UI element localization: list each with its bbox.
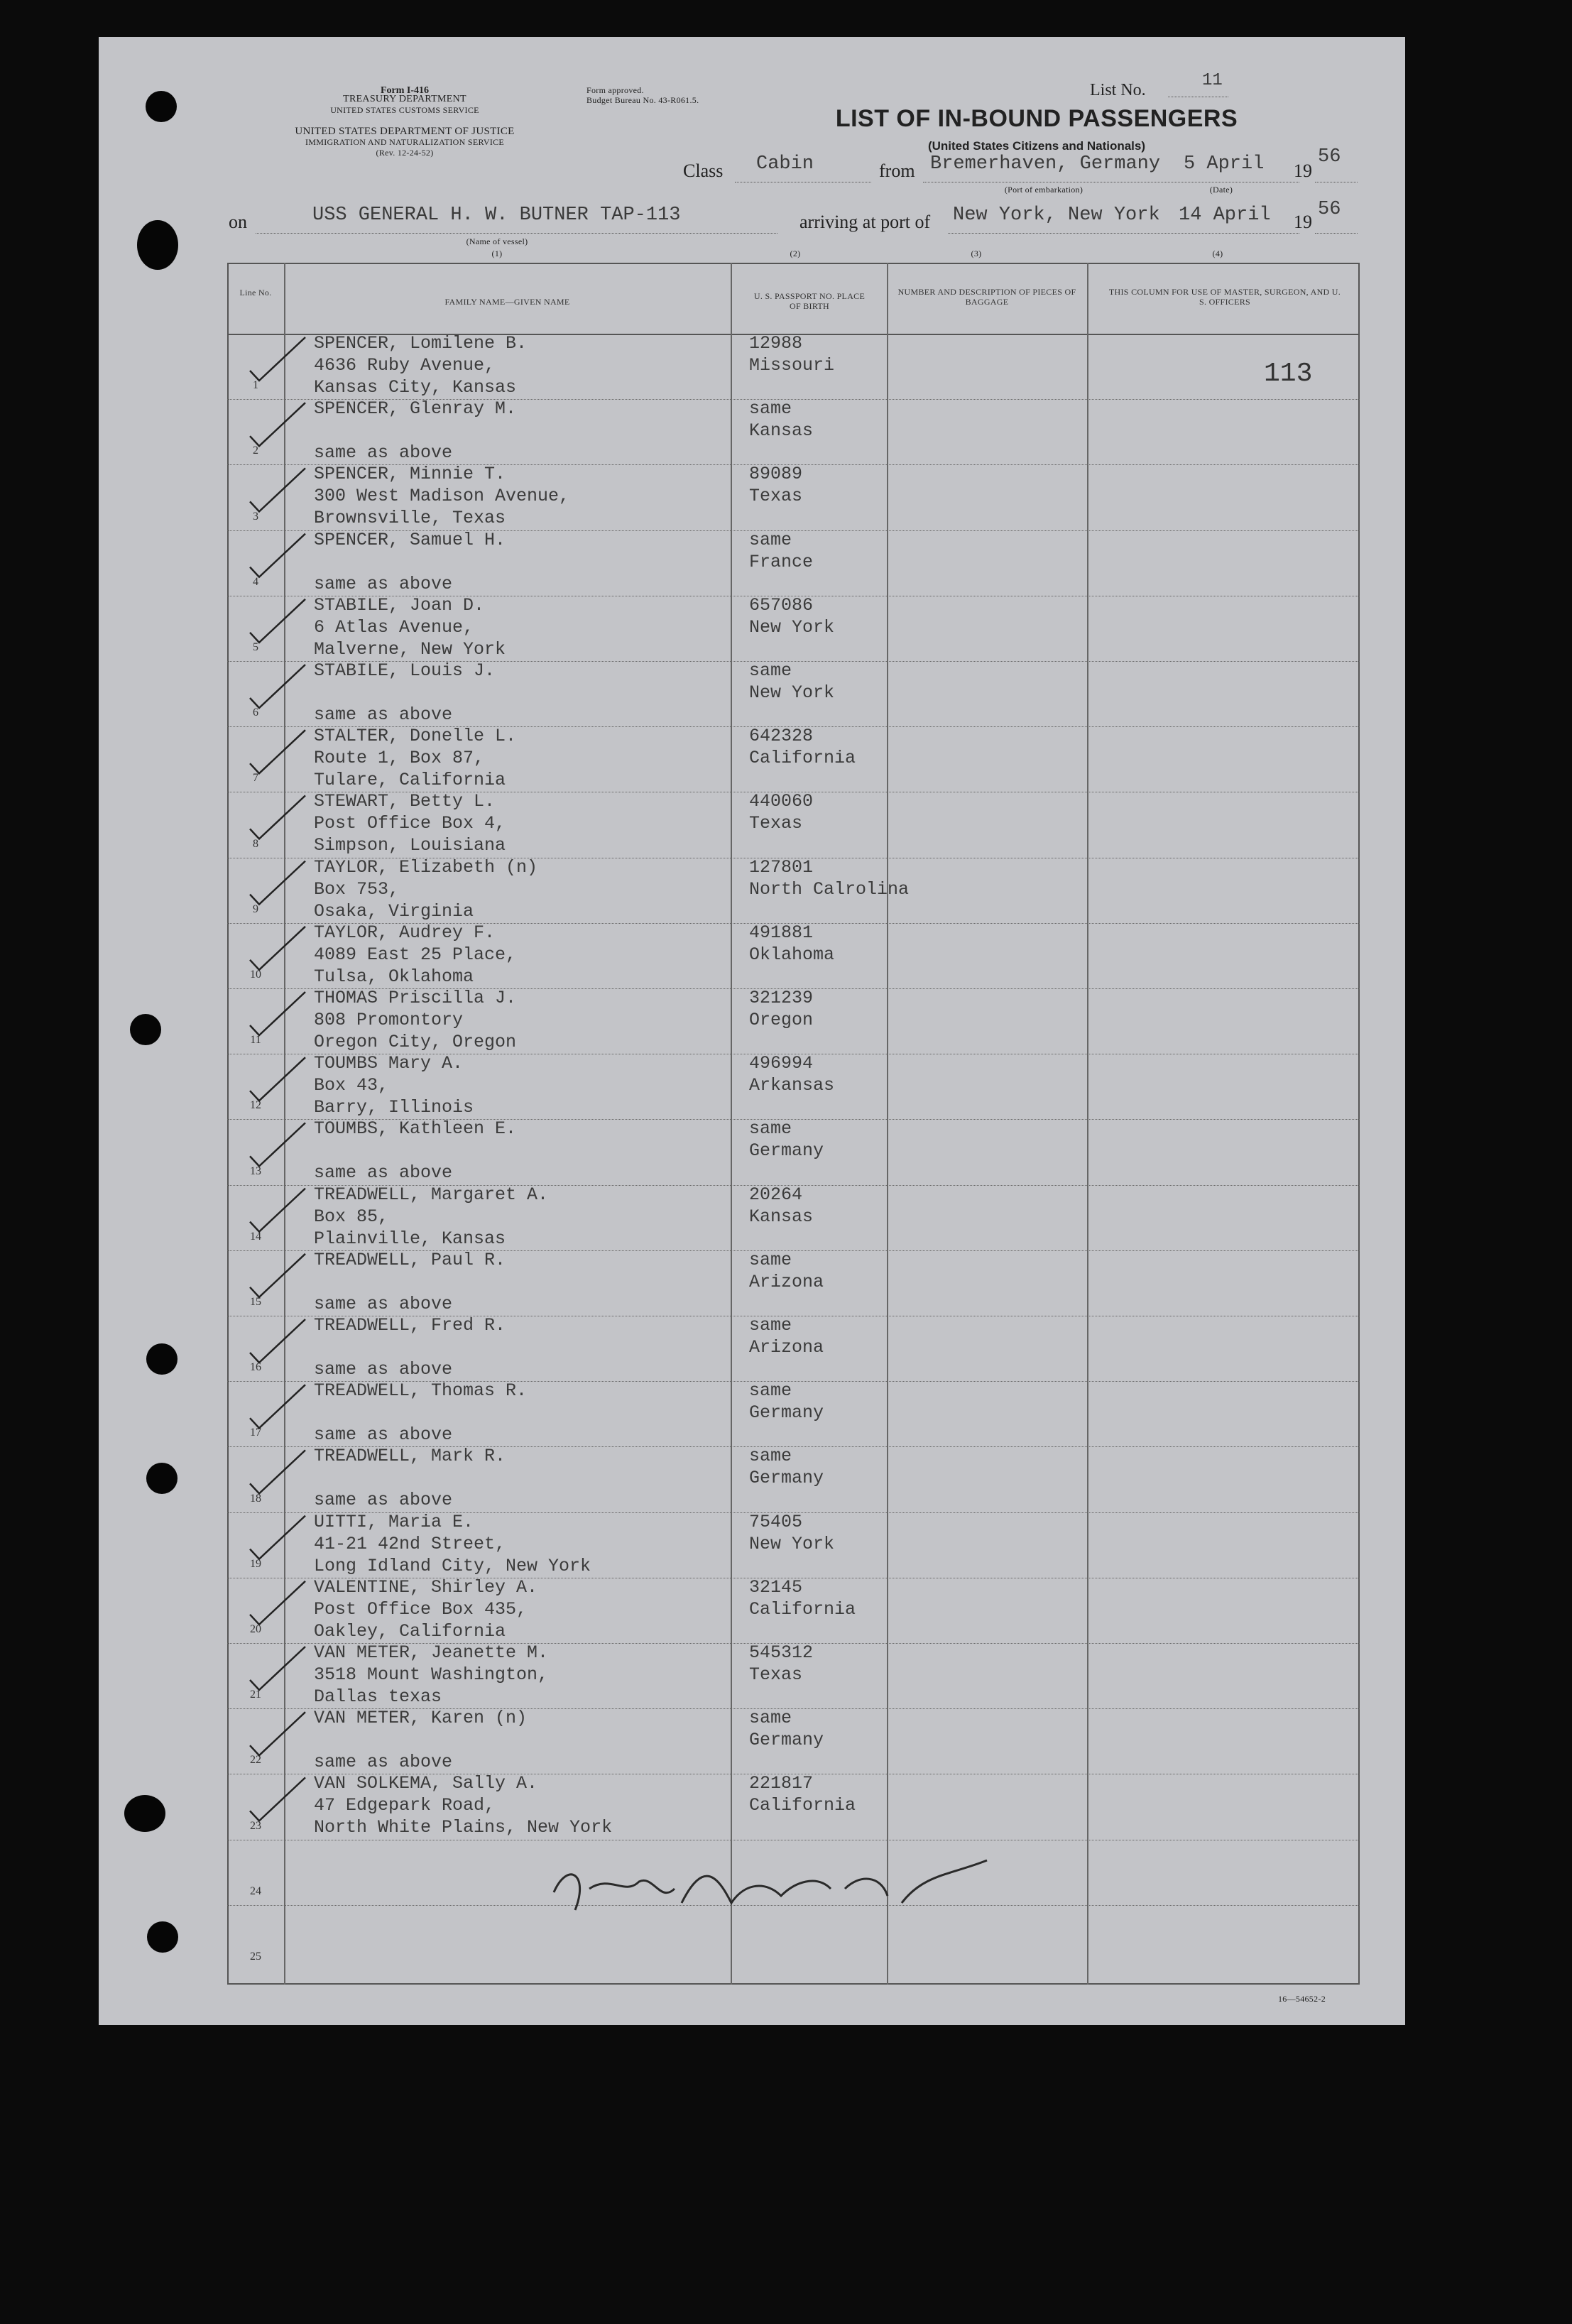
place-of-birth: North Calrolina	[749, 878, 910, 900]
place-of-birth: Missouri	[749, 355, 835, 376]
table-row	[227, 1250, 1360, 1316]
passenger-address: Kansas City, Kansas	[314, 377, 517, 398]
place-of-birth: Kansas	[749, 1206, 814, 1227]
passenger-address: 41-21 42nd Street,	[314, 1533, 506, 1554]
place-of-birth: New York	[749, 1533, 835, 1554]
class-value: Cabin	[756, 153, 814, 175]
punch-hole	[137, 220, 178, 270]
header-baggage: NUMBER AND DESCRIPTION OF PIECES OF BAGGAGE	[897, 287, 1076, 307]
table-row	[227, 1643, 1360, 1708]
punch-hole	[146, 91, 177, 122]
officer-note: 113	[1264, 359, 1313, 389]
table-row	[227, 596, 1360, 661]
place-of-birth: Germany	[749, 1730, 824, 1751]
passenger-address: same as above	[314, 1490, 453, 1511]
passenger-address: same as above	[314, 1359, 453, 1380]
from-label: from	[879, 160, 915, 181]
line-number: 3	[253, 510, 258, 523]
passenger-name: UITTI, Maria E.	[314, 1511, 474, 1532]
passenger-address: Long Idland City, New York	[314, 1555, 591, 1576]
table-row	[227, 1708, 1360, 1774]
passenger-table	[227, 263, 1360, 1985]
line-number: 10	[250, 968, 261, 981]
header-line-no: Line No.	[239, 288, 272, 298]
passport-number: 642328	[749, 726, 814, 747]
table-row	[227, 1054, 1360, 1119]
form-approved: Form approved.	[586, 85, 644, 95]
place-of-birth: Texas	[749, 1664, 803, 1685]
passenger-name: THOMAS Priscilla J.	[314, 988, 517, 1008]
passenger-address: same as above	[314, 442, 453, 464]
passenger-address: same as above	[314, 1424, 453, 1446]
punch-hole	[146, 1343, 178, 1375]
passenger-name: SPENCER, Lomilene B.	[314, 333, 528, 354]
passenger-address: Dallas texas	[314, 1686, 442, 1707]
line-number: 24	[250, 1884, 261, 1897]
arriving-label: arriving at port of	[799, 212, 931, 232]
passport-number: 545312	[749, 1642, 814, 1663]
passport-number: same	[749, 1118, 792, 1140]
passenger-address: Malverne, New York	[314, 638, 506, 660]
embark-port: Bremerhaven, Germany	[930, 153, 1161, 175]
table-row	[227, 1774, 1360, 1839]
passport-number: 89089	[749, 464, 803, 485]
on-label: on	[229, 212, 247, 232]
line-number: 22	[250, 1754, 261, 1767]
passenger-address: Box 85,	[314, 1206, 389, 1227]
line-number: 13	[250, 1164, 261, 1177]
table-row	[227, 399, 1360, 464]
passenger-name: VAN SOLKEMA, Sally A.	[314, 1773, 538, 1794]
passenger-name: VAN METER, Karen (n)	[314, 1708, 528, 1729]
line-number: 19	[250, 1557, 261, 1570]
passenger-address: Post Office Box 435,	[314, 1598, 528, 1620]
arrival-port: New York, New York	[953, 204, 1160, 226]
passenger-name: STABILE, Louis J.	[314, 660, 496, 681]
passenger-address: 47 Edgepark Road,	[314, 1795, 496, 1816]
passenger-name: SPENCER, Minnie T.	[314, 464, 506, 485]
passenger-address: North White Plains, New York	[314, 1817, 613, 1838]
place-of-birth: France	[749, 551, 814, 572]
col4-caption: (4)	[1212, 249, 1223, 258]
dept-treasury: TREASURY DEPARTMENT	[343, 94, 466, 104]
passenger-address: same as above	[314, 573, 453, 594]
place-of-birth: Arizona	[749, 1271, 824, 1292]
line-number: 1	[253, 379, 258, 392]
punch-hole	[124, 1795, 165, 1832]
table-row	[227, 1905, 1360, 1970]
passport-number: 20264	[749, 1184, 803, 1205]
page-title: LIST OF IN-BOUND PASSENGERS	[835, 105, 1238, 132]
place-of-birth: Germany	[749, 1468, 824, 1489]
line-number: 9	[253, 902, 258, 915]
header-officers: THIS COLUMN FOR USE OF MASTER, SURGEON, AND U. S. OFFICERS	[1108, 287, 1341, 307]
dept-customs: UNITED STATES CUSTOMS SERVICE	[330, 105, 479, 115]
passenger-address: Tulare, California	[314, 770, 506, 791]
line-number: 14	[250, 1230, 261, 1243]
passenger-name: TREADWELL, Fred R.	[314, 1315, 506, 1336]
place-of-birth: California	[749, 1598, 856, 1620]
class-label: Class	[683, 160, 724, 181]
port-of-embarkation-caption: (Port of embarkation)	[1004, 185, 1084, 195]
passenger-name: TAYLOR, Audrey F.	[314, 922, 496, 943]
table-row	[227, 1512, 1360, 1578]
line-number: 5	[253, 640, 258, 653]
passenger-name: TREADWELL, Thomas R.	[314, 1380, 528, 1402]
place-of-birth: California	[749, 1795, 856, 1816]
passenger-name: TOUMBS, Kathleen E.	[314, 1118, 517, 1140]
passenger-address: Brownsville, Texas	[314, 508, 506, 529]
passenger-address: Box 753,	[314, 878, 400, 900]
embark-date: 5 April	[1184, 153, 1265, 175]
table-row	[227, 1316, 1360, 1381]
passport-number: same	[749, 1446, 792, 1467]
passenger-address: 6 Atlas Avenue,	[314, 616, 474, 638]
line-number: 16	[250, 1361, 261, 1374]
table-row	[227, 1840, 1360, 1905]
table-row	[227, 661, 1360, 726]
place-of-birth: New York	[749, 682, 835, 703]
table-row	[227, 988, 1360, 1054]
passport-number: 657086	[749, 594, 814, 616]
passenger-address: Barry, Illinois	[314, 1097, 474, 1118]
place-of-birth: New York	[749, 616, 835, 638]
punch-hole	[147, 1921, 178, 1953]
passport-number: 496994	[749, 1053, 814, 1074]
passport-number: 221817	[749, 1773, 814, 1794]
table-row	[227, 1119, 1360, 1184]
line-number: 2	[253, 444, 258, 457]
list-no-label: List No.	[1090, 81, 1146, 99]
passenger-address: 4089 East 25 Place,	[314, 944, 517, 965]
header-name: FAMILY NAME—GIVEN NAME	[444, 297, 570, 307]
line-number: 4	[253, 575, 258, 588]
passport-number: same	[749, 529, 792, 550]
passport-number: 321239	[749, 988, 814, 1008]
table-row	[227, 334, 1360, 399]
place-of-birth: Germany	[749, 1140, 824, 1162]
form-number: Form I-416	[380, 85, 430, 96]
passport-number: 75405	[749, 1511, 803, 1532]
embark-year: 56	[1318, 146, 1341, 168]
line-number: 17	[250, 1426, 261, 1439]
passport-number: same	[749, 1708, 792, 1729]
passport-number: 127801	[749, 856, 814, 878]
dept-justice: UNITED STATES DEPARTMENT OF JUSTICE	[295, 126, 515, 137]
passenger-address: 300 West Madison Avenue,	[314, 486, 570, 507]
revision-date: (Rev. 12-24-52)	[376, 148, 434, 158]
passenger-name: VAN METER, Jeanette M.	[314, 1642, 549, 1663]
table-row	[227, 1446, 1360, 1512]
passenger-address: Oakley, California	[314, 1620, 506, 1642]
table-row	[227, 464, 1360, 530]
passenger-name: STALTER, Donelle L.	[314, 726, 517, 747]
table-row	[227, 792, 1360, 857]
place-of-birth: Texas	[749, 486, 803, 507]
line-number: 6	[253, 707, 258, 719]
punch-hole	[130, 1014, 161, 1045]
passenger-name: TREADWELL, Paul R.	[314, 1249, 506, 1270]
year-prefix-2: 19	[1294, 212, 1312, 232]
vessel-caption: (Name of vessel)	[466, 236, 528, 246]
col2-caption: (2)	[790, 249, 801, 258]
passport-number: same	[749, 398, 792, 420]
table-row	[227, 726, 1360, 792]
place-of-birth: Oregon	[749, 1010, 814, 1030]
line-number: 23	[250, 1819, 261, 1832]
line-number: 15	[250, 1295, 261, 1308]
passenger-address: Post Office Box 4,	[314, 813, 506, 834]
passenger-name: SPENCER, Samuel H.	[314, 529, 506, 550]
passport-number: 491881	[749, 922, 814, 943]
arrival-date: 14 April	[1179, 204, 1271, 226]
passenger-address: same as above	[314, 1162, 453, 1184]
passenger-address: Simpson, Louisiana	[314, 835, 506, 856]
list-no: 11	[1202, 71, 1223, 90]
passenger-address: Plainville, Kansas	[314, 1228, 506, 1249]
page-subtitle: (United States Citizens and Nationals)	[927, 139, 1146, 153]
passenger-name: TAYLOR, Elizabeth (n)	[314, 856, 538, 878]
passenger-name: STABILE, Joan D.	[314, 594, 485, 616]
table-row	[227, 1185, 1360, 1250]
col3-caption: (3)	[971, 249, 982, 258]
passenger-address: Route 1, Box 87,	[314, 748, 485, 769]
line-number: 18	[250, 1492, 261, 1505]
passenger-address: Osaka, Virginia	[314, 900, 474, 922]
passenger-address: 3518 Mount Washington,	[314, 1664, 549, 1685]
form-code: 16—54652-2	[1278, 1994, 1326, 2004]
passenger-name: TOUMBS Mary A.	[314, 1053, 464, 1074]
passenger-name: TREADWELL, Margaret A.	[314, 1184, 549, 1205]
passport-number: same	[749, 1315, 792, 1336]
place-of-birth: Germany	[749, 1402, 824, 1424]
place-of-birth: Arkansas	[749, 1075, 835, 1096]
date-caption: (Date)	[1209, 185, 1233, 195]
line-number: 12	[250, 1099, 261, 1112]
passenger-address: same as above	[314, 1293, 453, 1314]
passenger-address: Oregon City, Oregon	[314, 1032, 517, 1052]
place-of-birth: Kansas	[749, 420, 814, 442]
passenger-address: same as above	[314, 1752, 453, 1773]
arrival-year: 56	[1318, 199, 1341, 220]
passport-number: 32145	[749, 1576, 803, 1598]
line-number: 21	[250, 1689, 261, 1701]
passenger-address: 808 Promontory	[314, 1010, 464, 1030]
table-row	[227, 923, 1360, 988]
place-of-birth: Texas	[749, 813, 803, 834]
passenger-name: STEWART, Betty L.	[314, 791, 496, 812]
passenger-name: TREADWELL, Mark R.	[314, 1446, 506, 1467]
place-of-birth: Arizona	[749, 1337, 824, 1358]
passport-number: 440060	[749, 791, 814, 812]
place-of-birth: Oklahoma	[749, 944, 835, 965]
line-number: 25	[250, 1950, 261, 1963]
col1-caption: (1)	[491, 249, 503, 258]
line-number: 11	[250, 1034, 261, 1047]
table-row	[227, 1578, 1360, 1643]
passport-number: same	[749, 660, 792, 681]
vessel-name: USS GENERAL H. W. BUTNER TAP-113	[312, 204, 681, 226]
place-of-birth: California	[749, 748, 856, 769]
table-row	[227, 858, 1360, 923]
passenger-address: 4636 Ruby Avenue,	[314, 355, 496, 376]
header-passport: U. S. PASSPORT NO. PLACE OF BIRTH	[753, 291, 866, 311]
line-number: 8	[253, 837, 258, 850]
dept-ins: IMMIGRATION AND NATURALIZATION SERVICE	[305, 137, 505, 147]
line-number: 20	[250, 1622, 261, 1635]
line-number: 7	[253, 772, 258, 785]
year-prefix: 19	[1294, 160, 1312, 181]
punch-hole	[146, 1463, 178, 1494]
budget-bureau: Budget Bureau No. 43-R061.5.	[586, 95, 699, 105]
table-row	[227, 530, 1360, 596]
passenger-address: Box 43,	[314, 1075, 389, 1096]
passenger-address: same as above	[314, 704, 453, 725]
passenger-name: VALENTINE, Shirley A.	[314, 1576, 538, 1598]
passenger-name: SPENCER, Glenray M.	[314, 398, 517, 420]
passenger-address: Tulsa, Oklahoma	[314, 966, 474, 987]
passport-number: 12988	[749, 333, 803, 354]
passport-number: same	[749, 1380, 792, 1402]
table-row	[227, 1381, 1360, 1446]
passport-number: same	[749, 1249, 792, 1270]
